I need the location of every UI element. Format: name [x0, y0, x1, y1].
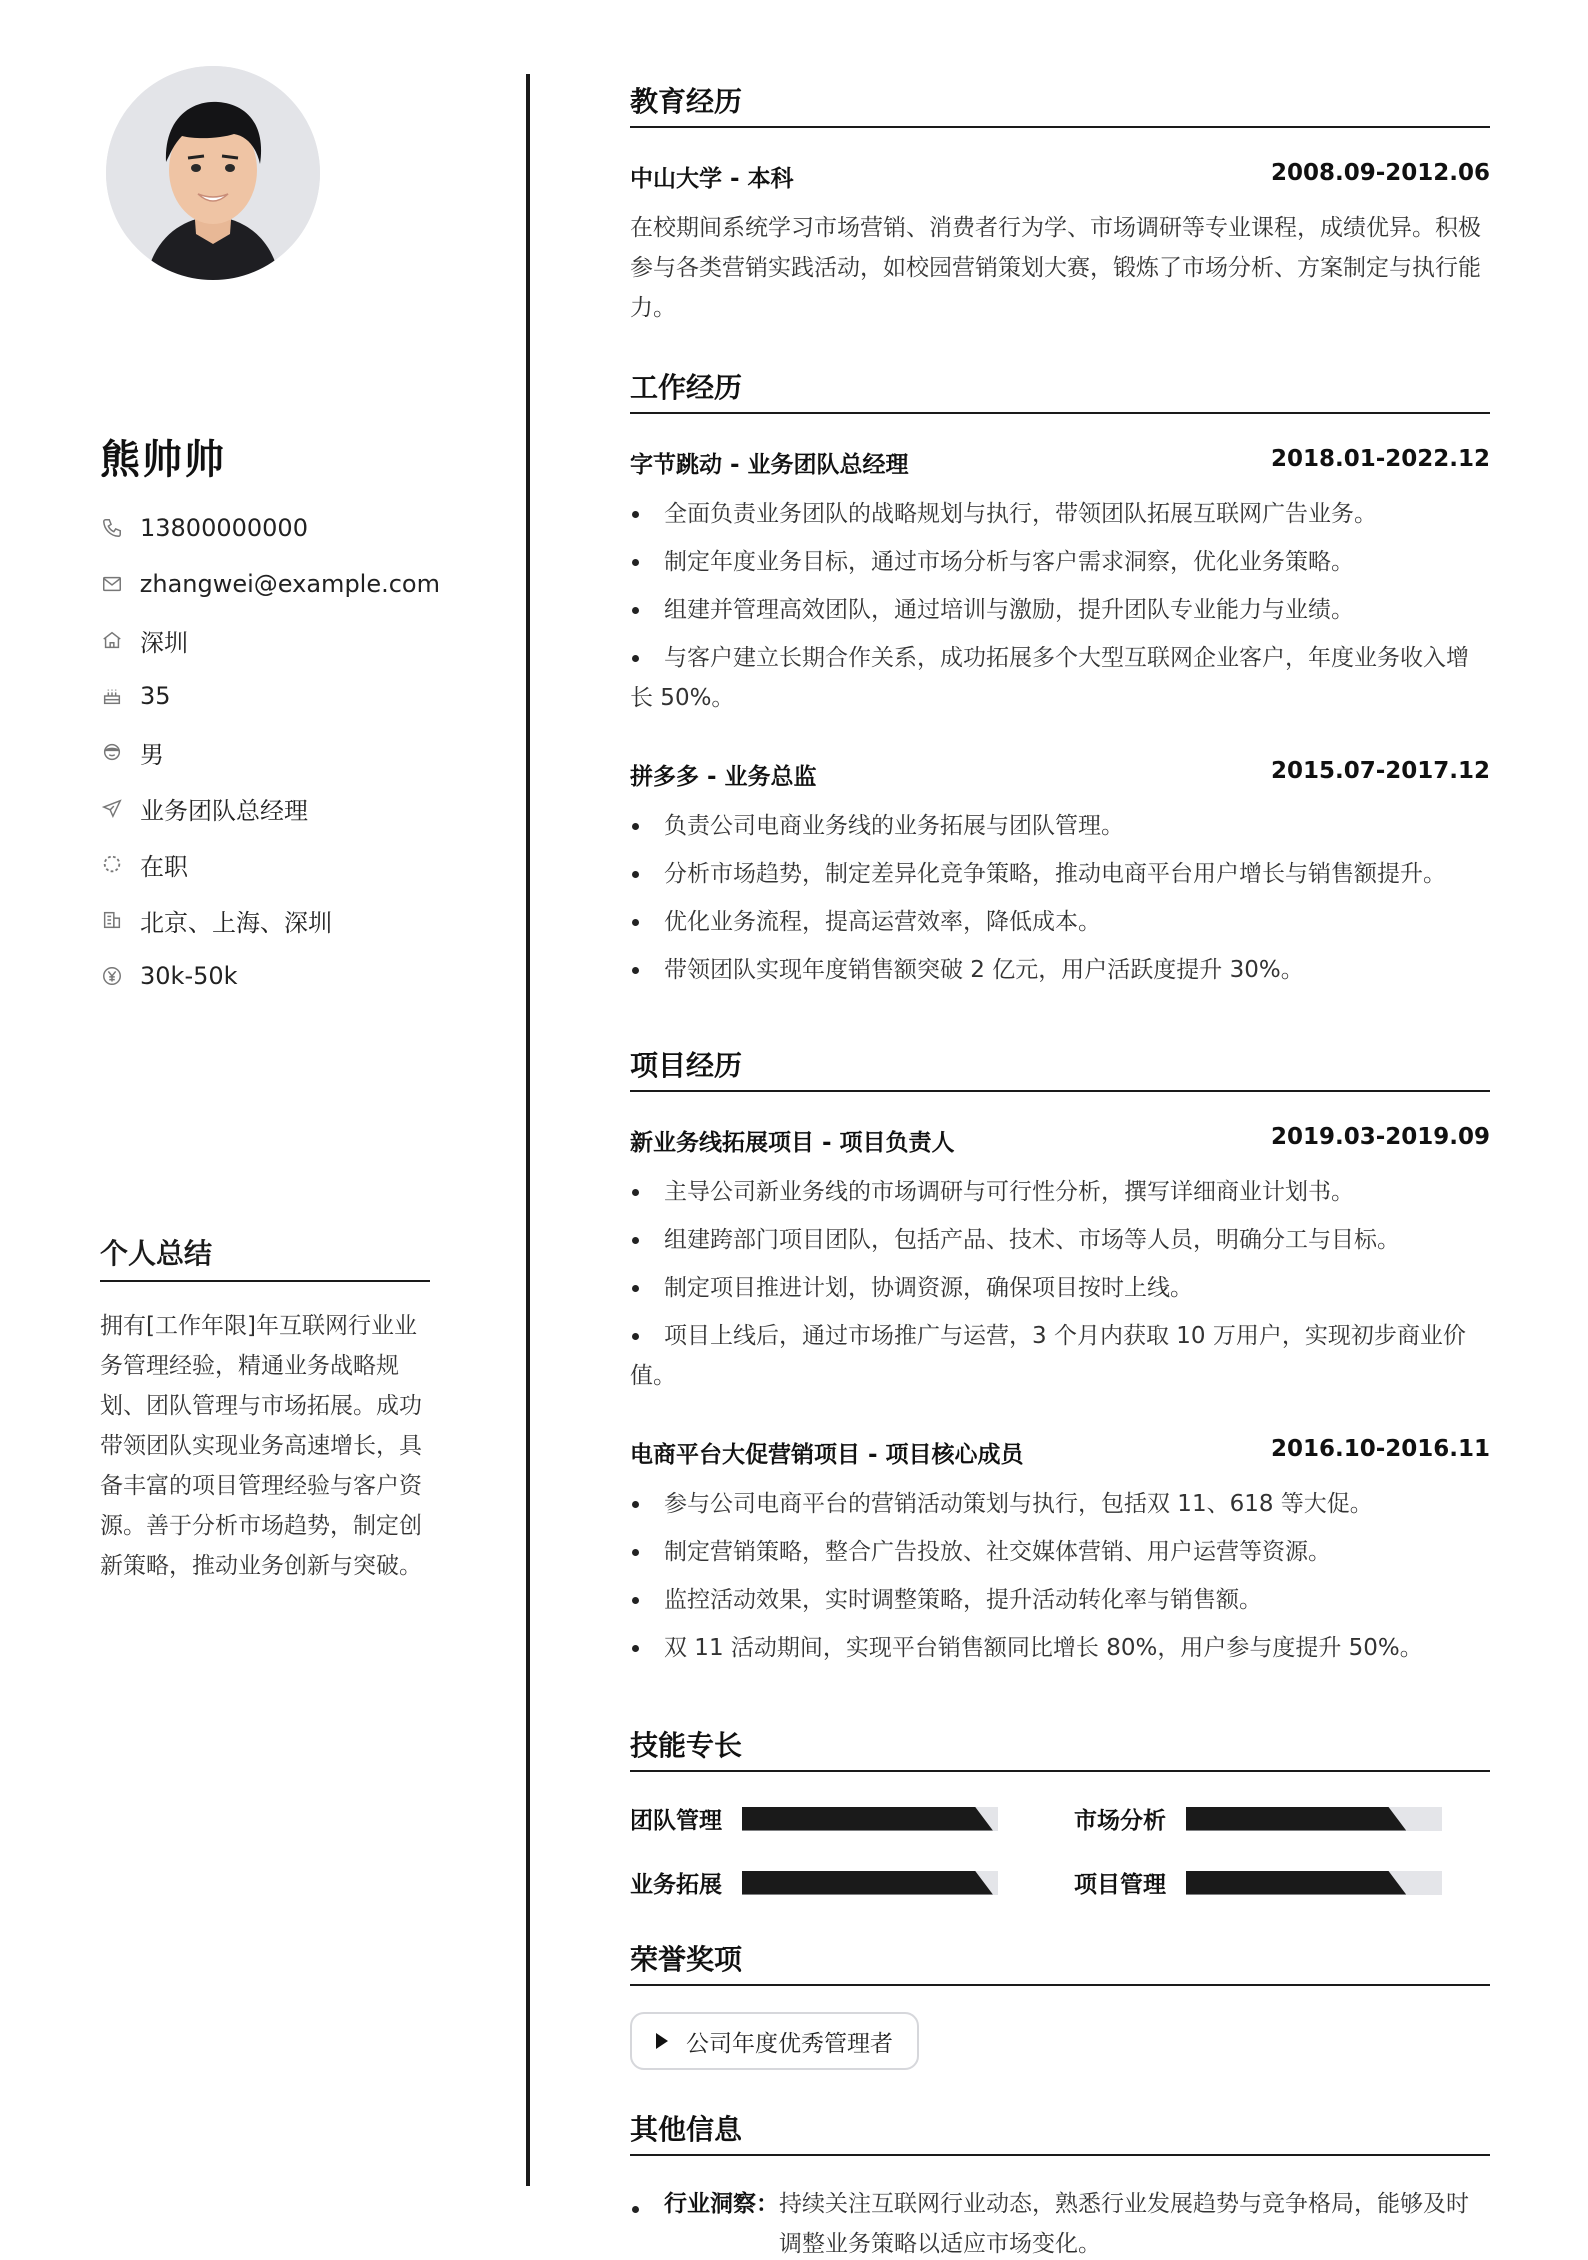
contact-salary [100, 948, 440, 1004]
profile-photo [106, 66, 320, 280]
skill-label: 业务拓展 [630, 1872, 722, 1898]
skill-bar-fill [1186, 1871, 1406, 1895]
list-item: 分析市场趋势，制定差异化竞争策略，推动电商平台用户增长与销售额提升。 [630, 854, 1490, 894]
target-cities-value: 北京、上海、深圳 [140, 908, 332, 937]
contact-list [100, 500, 440, 1004]
list-item: 组建跨部门项目团队，包括产品、技术、市场等人员，明确分工与目标。 [630, 1220, 1490, 1260]
work-title: 字节跳动 - 业务团队总经理 [630, 452, 909, 478]
skill-bar-fill [1186, 1807, 1406, 1831]
other-label: 行业洞察： [664, 2191, 779, 2217]
skill-item [630, 1802, 998, 1835]
honors-heading: 荣誉奖项 [630, 1938, 1490, 1986]
projects-heading: 项目经历 [630, 1044, 1490, 1092]
project-entry-head [630, 1124, 1490, 1157]
project-bullets [630, 1484, 1490, 1676]
skill-bar [742, 1871, 998, 1895]
work-entry-head [630, 758, 1490, 791]
cake-icon [100, 684, 124, 708]
list-item: 监控活动效果，实时调整策略，提升活动转化率与销售额。 [630, 1580, 1490, 1620]
education-heading: 教育经历 [630, 80, 1490, 128]
education-desc: 在校期间系统学习市场营销、消费者行为学、市场调研等专业课程，成绩优异。积极参与各类营销实践活动，如校园营销策划大赛，锻炼了市场分析、方案制定与执行能力。 [630, 215, 1481, 321]
list-item: 制定年度业务目标，通过市场分析与客户需求洞察，优化业务策略。 [630, 542, 1490, 582]
skill-bar [1186, 1807, 1442, 1831]
column-divider [526, 74, 530, 2186]
building-icon [100, 908, 124, 932]
education-entry-head [630, 160, 1490, 193]
education-date: 2008.09-2012.06 [1270, 160, 1490, 186]
list-item: 制定营销策略，整合广告投放、社交媒体营销、用户运营等资源。 [630, 1532, 1490, 1572]
city-value: 深圳 [140, 628, 188, 657]
phone-value: 13800000000 [140, 514, 308, 542]
other-heading: 其他信息 [630, 2108, 1490, 2156]
list-item: 优化业务流程，提高运营效率，降低成本。 [630, 902, 1490, 942]
contact-position [100, 780, 440, 836]
contact-city [100, 612, 440, 668]
play-triangle-icon [656, 2033, 668, 2049]
list-item: 全面负责业务团队的战略规划与执行，带领团队拓展互联网广告业务。 [630, 494, 1490, 534]
status-value: 在职 [140, 852, 188, 881]
skill-label: 项目管理 [1074, 1872, 1166, 1898]
list-item: 负责公司电商业务线的业务拓展与团队管理。 [630, 806, 1490, 846]
email-value: zhangwei@example.com [139, 570, 440, 598]
project-title: 电商平台大促营销项目 - 项目核心成员 [630, 1442, 1024, 1468]
project-date: 2016.10-2016.11 [1270, 1436, 1490, 1462]
contact-gender [100, 724, 440, 780]
work-entry-head [630, 446, 1490, 479]
project-entry-head [630, 1436, 1490, 1469]
contact-target-cities [100, 892, 440, 948]
contact-phone [100, 500, 440, 556]
list-item [630, 2184, 1490, 2260]
summary-heading: 个人总结 [100, 1232, 430, 1282]
yuan-icon [100, 964, 124, 988]
status-icon [100, 852, 124, 876]
skill-bar [742, 1807, 998, 1831]
work-bullets [630, 494, 1490, 726]
award-badge [630, 2012, 919, 2070]
list-item: 制定项目推进计划，协调资源，确保项目按时上线。 [630, 1268, 1490, 1308]
home-icon [100, 628, 124, 652]
skill-bar-fill [742, 1807, 993, 1831]
work-date: 2015.07-2017.12 [1270, 758, 1490, 784]
award-label: 公司年度优秀管理者 [686, 2030, 893, 2057]
project-title: 新业务线拓展项目 - 项目负责人 [630, 1130, 955, 1156]
list-item: 项目上线后，通过市场推广与运营，3 个月内获取 10 万用户，实现初步商业价值。 [630, 1316, 1490, 1396]
project-date: 2019.03-2019.09 [1270, 1124, 1490, 1150]
phone-icon [100, 516, 124, 540]
position-value: 业务团队总经理 [140, 796, 308, 825]
skill-item [1074, 1802, 1442, 1835]
work-title: 拼多多 - 业务总监 [630, 764, 817, 790]
gender-value: 男 [140, 740, 164, 769]
education-school: 中山大学 - 本科 [630, 166, 794, 192]
work-date: 2018.01-2022.12 [1270, 446, 1490, 472]
skills-heading: 技能专长 [630, 1724, 1490, 1772]
contact-status [100, 836, 440, 892]
summary-text: 拥有[工作年限]年互联网行业业务管理经验，精通业务战略规划、团队管理与市场拓展。成功带领团队实现业务高速增长，具备丰富的项目管理经验与客户资源。善于分析市场趋势，制定创新策略，推动业务创新与突破。 [100, 1313, 422, 1579]
skill-label: 市场分析 [1074, 1808, 1166, 1834]
mail-icon [100, 572, 124, 596]
skill-bar-fill [742, 1871, 993, 1895]
other-text: 持续关注互联网行业动态，熟悉行业发展趋势与竞争格局，能够及时调整业务策略以适应市场变化。 [779, 2191, 1469, 2257]
candidate-name: 熊帅帅 [100, 437, 226, 483]
contact-age [100, 668, 440, 724]
skill-item [1074, 1866, 1442, 1899]
work-bullets [630, 806, 1490, 998]
face-icon [100, 740, 124, 764]
contact-email [100, 556, 440, 612]
send-icon [100, 796, 124, 820]
list-item: 与客户建立长期合作关系，成功拓展多个大型互联网企业客户，年度业务收入增长 50%。 [630, 638, 1490, 718]
work-heading: 工作经历 [630, 366, 1490, 414]
list-item: 主导公司新业务线的市场调研与可行性分析，撰写详细商业计划书。 [630, 1172, 1490, 1212]
list-item: 参与公司电商平台的营销活动策划与执行，包括双 11、618 等大促。 [630, 1484, 1490, 1524]
skill-item [630, 1866, 998, 1899]
salary-value: 30k-50k [140, 962, 238, 990]
list-item: 组建并管理高效团队，通过培训与激励，提升团队专业能力与业绩。 [630, 590, 1490, 630]
list-item: 双 11 活动期间，实现平台销售额同比增长 80%，用户参与度提升 50%。 [630, 1628, 1490, 1668]
list-item: 带领团队实现年度销售额突破 2 亿元，用户活跃度提升 30%。 [630, 950, 1490, 990]
other-list [630, 2184, 1490, 2260]
skill-bar [1186, 1871, 1442, 1895]
avatar [106, 66, 320, 280]
skill-label: 团队管理 [630, 1808, 722, 1834]
age-value: 35 [140, 682, 171, 710]
project-bullets [630, 1172, 1490, 1404]
